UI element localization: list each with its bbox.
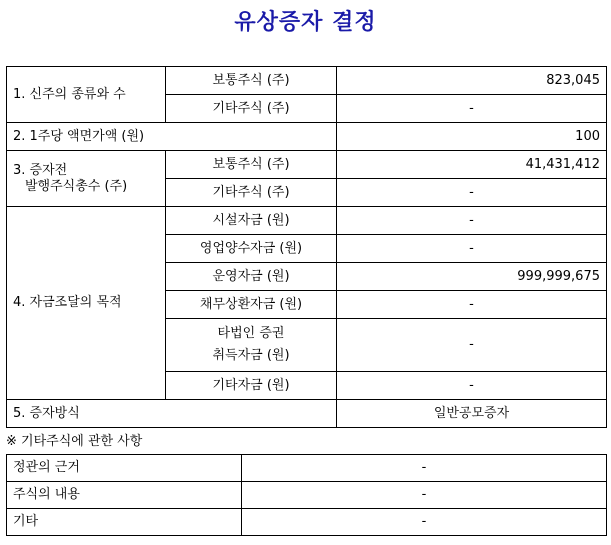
- issue-method-label: 5. 증자방식: [7, 400, 337, 428]
- articles-basis-value: -: [242, 455, 607, 482]
- securities-acquisition-fund-value: -: [337, 319, 607, 372]
- other-shares-label: 기타주식 (주): [166, 95, 337, 123]
- fund-purpose-label: 4. 자금조달의 목적: [7, 207, 166, 400]
- articles-basis-label: 정관의 근거: [7, 455, 242, 482]
- securities-acquisition-fund-line1: 타법인 증권: [217, 326, 285, 341]
- table-row: [7, 400, 607, 428]
- debt-repayment-fund-value: -: [337, 291, 607, 319]
- other-shares-value: -: [337, 95, 607, 123]
- other-fund-label: 기타자금 (원): [166, 372, 337, 400]
- business-acquisition-fund-label: 영업양수자금 (원): [166, 235, 337, 263]
- par-value-value: 100: [337, 123, 607, 151]
- table-row: [7, 482, 607, 509]
- securities-acquisition-fund-line2: 취득자금 (원): [212, 348, 290, 363]
- debt-repayment-fund-label: 채무상환자금 (원): [166, 291, 337, 319]
- table-row: [7, 123, 607, 151]
- operating-fund-label: 운영자금 (원): [166, 263, 337, 291]
- other-fund-value: -: [337, 372, 607, 400]
- table-row: [7, 67, 607, 95]
- facility-fund-label: 시설자금 (원): [166, 207, 337, 235]
- pre-other-shares-value: -: [337, 179, 607, 207]
- common-shares-value: 823,045: [337, 67, 607, 95]
- securities-acquisition-fund-label: [166, 319, 337, 372]
- other-value: -: [242, 509, 607, 536]
- pre-issue-shares-label: [7, 151, 166, 207]
- share-details-value: -: [242, 482, 607, 509]
- page-title: 유상증자 결정: [234, 9, 377, 35]
- facility-fund-value: -: [337, 207, 607, 235]
- operating-fund-value: 999,999,675: [337, 263, 607, 291]
- issue-method-value: 일반공모증자: [337, 400, 607, 428]
- table-row: [7, 207, 607, 235]
- pre-common-shares-label: 보통주식 (주): [166, 151, 337, 179]
- pre-common-shares-value: 41,431,412: [337, 151, 607, 179]
- pre-other-shares-label: 기타주식 (주): [166, 179, 337, 207]
- pre-issue-shares-label-line2: 발행주식총수 (주): [25, 178, 128, 194]
- business-acquisition-fund-value: -: [337, 235, 607, 263]
- other-label: 기타: [7, 509, 242, 536]
- pre-issue-shares-label-line1: 3. 증자전: [13, 162, 68, 178]
- new-shares-label: 1. 신주의 종류와 수: [7, 67, 166, 123]
- other-shares-note: ※ 기타주식에 관한 사항: [6, 434, 143, 449]
- table-row: [7, 455, 607, 482]
- par-value-label: 2. 1주당 액면가액 (원): [7, 123, 337, 151]
- common-shares-label: 보통주식 (주): [166, 67, 337, 95]
- other-shares-table: [6, 454, 607, 536]
- table-row: [7, 509, 607, 536]
- share-details-label: 주식의 내용: [7, 482, 242, 509]
- rights-offering-table: [6, 66, 607, 428]
- table-row: [7, 151, 607, 179]
